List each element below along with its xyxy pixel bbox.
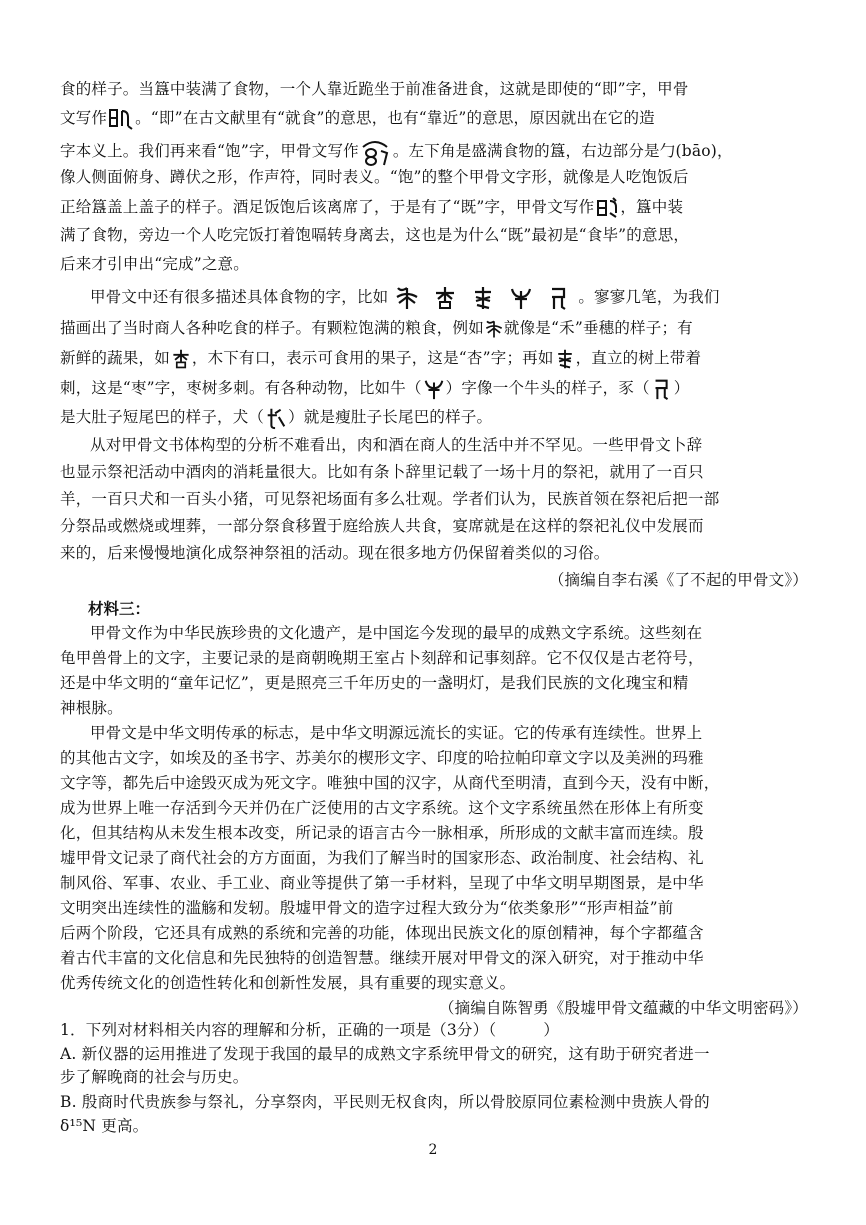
oracle-niu-glyph <box>508 285 534 311</box>
text-line: 化，但其结构从未发生根本改变，所记录的语言古今一脉相承，所形成的文献丰富而连续。殷 <box>60 824 704 842</box>
text-line: 甲骨文作为中华民族珍贵的文化遗产，是中国迄今发现的最早的成熟文字系统。这些刻在 <box>90 624 703 642</box>
text-line: 羊，一百只犬和一百头小猪，可见祭祀场面有多么壮观。学者们认为，民族首领在祭祀后把一部 <box>60 490 720 508</box>
oracle-quan-glyph <box>264 406 288 430</box>
oracle-shi-glyph <box>546 285 572 311</box>
section-heading: 材料三： <box>88 599 151 618</box>
oracle-he-glyph <box>484 318 504 340</box>
option-a: A. 新仪器的运用推进了发现于我国的最早的成熟文字系统甲骨文的研究，这有助于研究者进一 <box>60 1045 710 1063</box>
oracle-xing-glyph <box>170 347 192 371</box>
oracle-zao-glyph <box>470 285 496 311</box>
text-line: 神根脉。 <box>60 699 123 717</box>
source-citation: （摘编自陈智勇《殷墟甲骨文蕴藏的中华文明密码》） <box>438 999 808 1017</box>
text-line: 刺，这是“枣”字，枣树多刺。有各种动物，比如牛（ ）字像一个牛头的样子，豕（ ） <box>60 377 810 401</box>
text-line: 也显示祭祀活动中酒肉的消耗量很大。比如有条卜辞里记载了一场十月的祭祀，就用了一百只 <box>60 463 704 481</box>
text-line: 像人侧面俯身、蹲伏之形，作声符，同时表义。“饱”的整个甲骨文字形，就像是人吃饱饭后 <box>60 168 689 186</box>
text-line: 制风俗、军事、农业、手工业、商业等提供了第一手材料，呈现了中华文明早期图景，是中华 <box>60 874 704 892</box>
text-line: 着古代丰富的文化信息和先民独特的创造智慧。继续开展对甲骨文的深入研究，对于推动中华 <box>60 949 704 967</box>
text-line: 龟甲兽骨上的文字，主要记录的是商朝晚期王室占卜刻辞和记事刻辞。它不仅仅是古老符号， <box>60 649 704 667</box>
text-line: 文明突出连续性的滥觞和发轫。殷墟甲骨文的造字过程大致分为“依类象形”“形声相益”前 <box>60 899 674 917</box>
text-line: 文写作 。“即”在古文献里有“就食”的意思，也有“靠近”的意思，原因就出在它的造 <box>60 107 810 131</box>
oracle-bao-glyph <box>359 137 393 167</box>
question-stem: 1．下列对材料相关内容的理解和分析，正确的一项是（3分）（ ） <box>60 1021 560 1039</box>
source-citation: （摘编自李右溪《了不起的甲骨文》） <box>548 571 808 589</box>
text-line: 后两个阶段，它还具有成熟的系统和完善的功能，体现出民族文化的原创精神，每个字都蕴含 <box>60 924 704 942</box>
text-line: 从对甲骨文书体构型的分析不难看出，肉和酒在商人的生活中并不罕见。一些甲骨文卜辞 <box>90 436 703 454</box>
oracle-shi-glyph <box>650 377 674 401</box>
oracle-niu-glyph <box>422 377 446 401</box>
option-b: δ¹⁵N 更高。 <box>60 1117 149 1135</box>
text-line: 满了食物，旁边一个人吃完饭打着饱嗝转身离去，这也是为什么“既”最初是“食毕”的意思， <box>60 226 690 244</box>
option-b: B. 殷商时代贵族参与祭礼，分享祭肉，平民则无权食肉，所以骨胶原同位素检测中贵族人骨的 <box>60 1093 710 1111</box>
text-line: 成为世界上唯一存活到今天并仍在广泛使用的古文字系统。这个文字系统虽然在形体上有所变 <box>60 799 704 817</box>
text-line: 的其他古文字，如埃及的圣书字、苏美尔的楔形文字、印度的哈拉帕印章文字以及美洲的玛雅 <box>60 749 704 767</box>
oracle-ji-completed-glyph <box>594 195 620 221</box>
option-a: 步了解晚商的社会与历史。 <box>60 1068 249 1086</box>
text-line: 来的，后来慢慢地演化成祭神祭祖的活动。现在很多地方仍保留着类似的习俗。 <box>60 544 610 562</box>
page-number: 2 <box>428 1142 438 1158</box>
text-line: 新鲜的蔬果，如 ，木下有口，表示可食用的果子，这是“杏”字；再如 ，直立的树上带着 <box>60 347 810 371</box>
text-line: 文字等，都先后中途毁灭成为死文字。唯独中国的汉字，从商代至明清，直到今天，没有中断， <box>60 774 720 792</box>
text-line: 墟甲骨文记录了商代社会的方方面面，为我们了解当时的国家形态、政治制度、社会结构、礼 <box>60 849 704 867</box>
text-line: 食的样子。当簋中装满了食物，一个人靠近跪坐于前准备进食，这就是即使的“即”字，甲骨 <box>60 80 689 98</box>
text-line: 正给簋盖上盖子的样子。酒足饭饱后该离席了，于是有了“既”字，甲骨文写作 ，簋中装 <box>60 195 810 221</box>
text-line: 还是中华文明的“童年记忆”，更是照亮三千年历史的一盏明灯，是我们民族的文化瑰宝和精 <box>60 674 689 692</box>
text-line: 是大肚子短尾巴的样子，犬（ ）就是瘦肚子长尾巴的样子。 <box>60 406 810 430</box>
text-line: 描画出了当时商人各种吃食的样子。有颗粒饱满的粮食，例如 就像是“禾”垂穗的样子；有 <box>60 317 810 340</box>
text-line: 甲骨文中还有很多描述具体食物的字，比如 。寥寥几笔，为我们 <box>90 285 810 311</box>
text-line: 分祭品或燃烧或埋葬，一部分祭食移置于庭给族人共食，宴席就是在这样的祭祀礼仪中发展而 <box>60 517 704 535</box>
text-line: 后来才引申出“完成”之意。 <box>60 255 249 273</box>
oracle-xing-glyph <box>432 285 458 311</box>
text-line: 甲骨文是中华文明传承的标志，是中华文明源远流长的实证。它的传承有连续性。世界上 <box>90 724 703 742</box>
oracle-zao-glyph <box>554 347 576 371</box>
text-line: 字本义上。我们再来看“饱”字，甲骨文写作 。左下角是盛满食物的簋，右边部分是勹(bāo)， <box>60 137 810 167</box>
oracle-he-glyph <box>394 285 420 311</box>
text-line: 优秀传统文化的创造性转化和创新性发展，具有重要的现实意义。 <box>60 974 516 992</box>
oracle-ji-glyph <box>107 107 135 131</box>
